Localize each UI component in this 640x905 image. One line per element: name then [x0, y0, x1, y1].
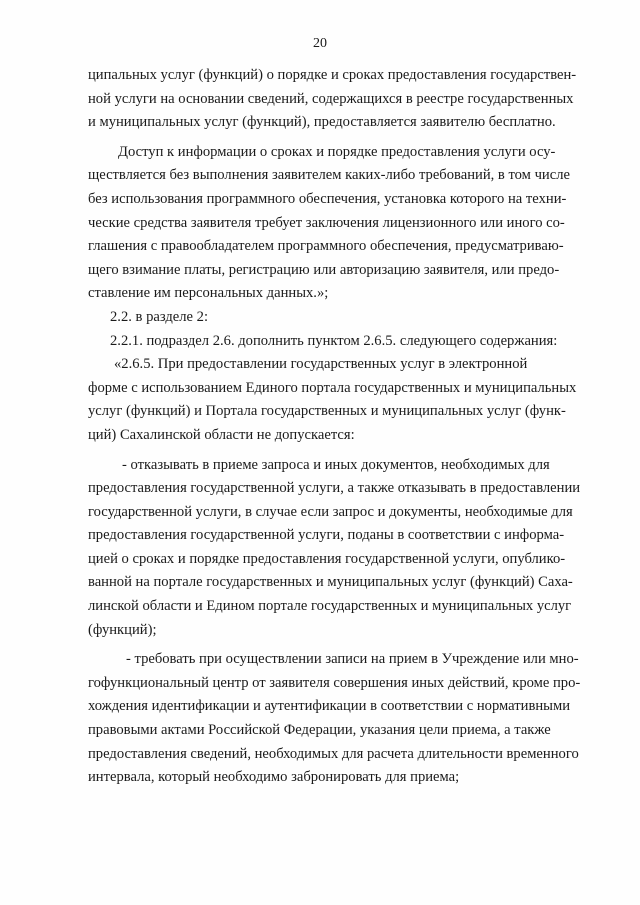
paragraph-fee-info — [88, 64, 588, 135]
text-line: форме с использованием Единого портала государственных и муниципальных — [88, 379, 577, 396]
text-line: без использования программного обеспечения, установка которого на техни- — [88, 190, 567, 207]
text-line: «2.6.5. При предоставлении государственных услуг в электронной — [114, 356, 528, 373]
paragraph-access-info — [88, 141, 588, 306]
page-number: 20 — [313, 36, 327, 51]
text-line: интервала, который необходимо забронировать для приема; — [88, 769, 460, 786]
text-line: - требовать при осуществлении записи на прием в Учреждение или мно- — [126, 651, 579, 668]
text-line: ципальных услуг (функций) о порядке и сроках предоставления государствен- — [88, 67, 577, 83]
text-line: предоставления государственной услуги, а также отказывать в предоставлении — [88, 480, 581, 497]
text-line: ческие средства заявителя требует заключения лицензионного или иного со- — [88, 214, 565, 231]
text-line: и муниципальных услуг (функций), предоставляется заявителю бесплатно. — [88, 114, 556, 131]
text-line: глашения с правообладателем программного обеспечения, предусматриваю- — [88, 238, 564, 255]
text-line: - отказывать в приеме запроса и иных документов, необходимых для — [122, 456, 550, 473]
text-line: ванной на портале государственных и муниципальных услуг (функций) Саха- — [88, 574, 573, 591]
text-line: гофункциональный центр от заявителя совершения иных действий, кроме про- — [88, 674, 581, 691]
paragraph-subsection-2-6 — [88, 330, 588, 354]
text-line: ществляется без выполнения заявителем каких-либо требований, в том числе — [88, 167, 570, 184]
paragraph-bullet-appointment — [88, 648, 588, 790]
paragraph-section-2 — [88, 306, 588, 330]
text-line: правовыми актами Российской Федерации, указания цели приема, а также — [88, 722, 551, 739]
paragraph-bullet-refusal — [88, 454, 588, 643]
document-body — [88, 64, 588, 790]
paragraph-item-2-6-5 — [88, 353, 588, 447]
text-line: предоставления государственной услуги, поданы в соответствии с информа- — [88, 527, 565, 544]
text-line: услуг (функций) и Портала государственных и муниципальных услуг (функ- — [88, 403, 566, 420]
text-line: 2.2. в разделе 2: — [110, 308, 209, 325]
text-line: Доступ к информации о сроках и порядке предоставления услуги осу- — [118, 143, 556, 160]
text-line: ставление им персональных данных.»; — [88, 285, 329, 302]
text-line: (функций); — [88, 621, 157, 638]
text-line: предоставления сведений, необходимых для расчета длительности временного — [88, 745, 579, 762]
text-line: государственной услуги, в случае если запрос и документы, необходимые для — [88, 503, 573, 520]
text-line: ций) Сахалинской области не допускается: — [88, 426, 355, 443]
text-line: ной услуги на основании сведений, содержащихся в реестре государственных — [88, 90, 574, 107]
text-line: линской области и Едином портале государственных и муниципальных услуг — [88, 598, 572, 615]
text-line: 2.2.1. подраздел 2.6. дополнить пунктом 2.6.5. следующего содержания: — [110, 332, 558, 349]
text-line: хождения идентификации и аутентификации в соответствии с нормативными — [88, 698, 571, 715]
text-line: щего взимание платы, регистрацию или авторизацию заявителя, или предо- — [88, 261, 560, 278]
text-line: цией о сроках и порядке предоставления государственной услуги, опублико- — [88, 550, 566, 567]
